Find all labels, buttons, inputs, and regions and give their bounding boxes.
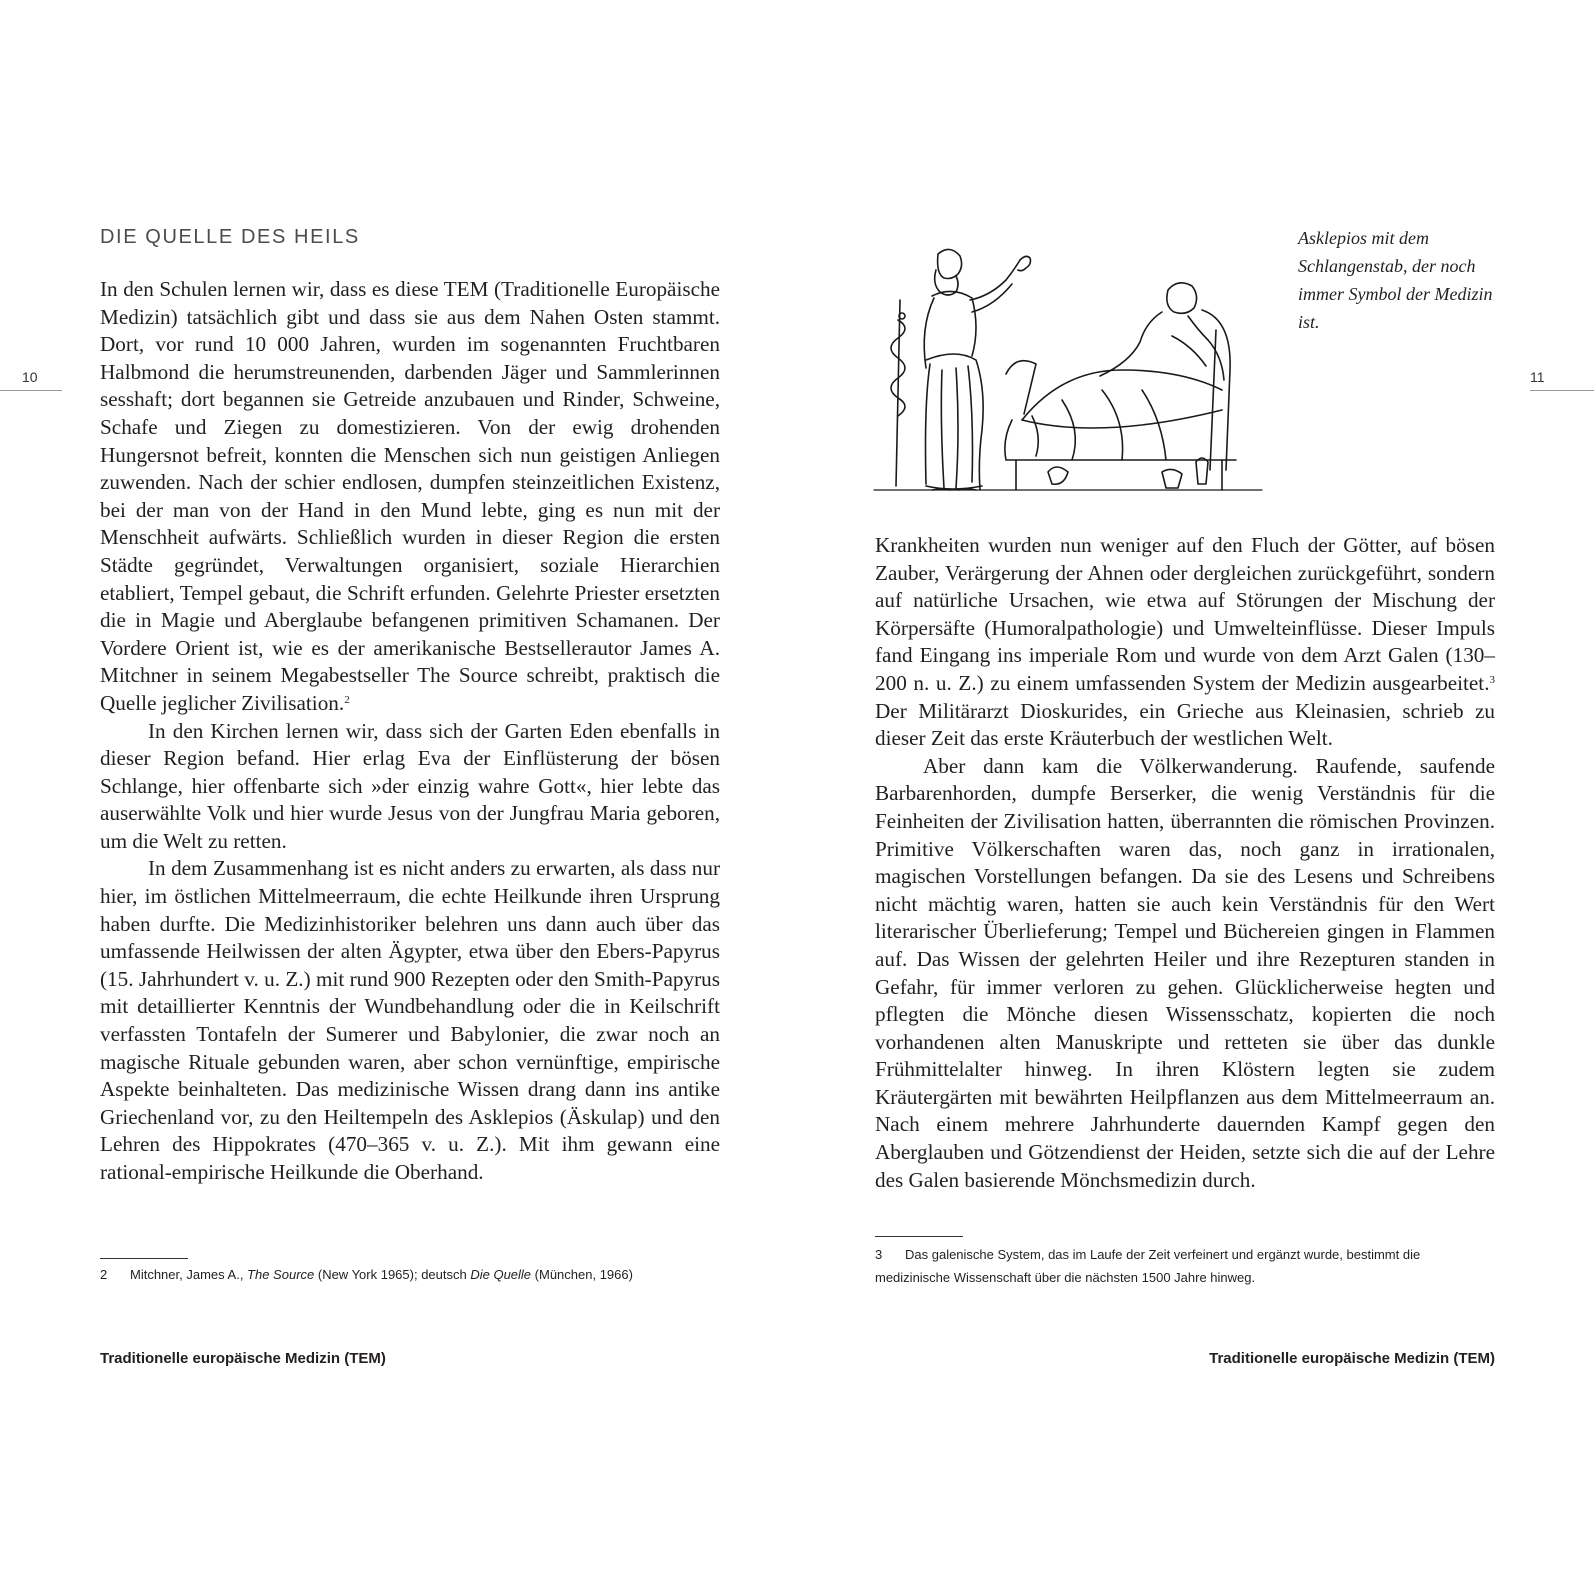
right-column-text [875, 532, 1495, 1194]
footnote-marker[interactable]: 3 [1489, 673, 1495, 686]
footnote-author: Mitchner, James A., [130, 1267, 248, 1282]
footnote-right [875, 1243, 1495, 1289]
page-number-left: 10 [22, 369, 38, 385]
footnote-number: 2 [100, 1267, 108, 1282]
paragraph [875, 532, 1495, 753]
paragraph: Aber dann kam die Völkerwanderung. Raufende, saufende Barbarenhorden, dumpfe Berserker, die wenig Verständnis für die Feinheiten der Zivilisation hatten, überrannten die römischen Provinzen. Primitive Völkerschaften waren das, noch ganz in irrationalen, magischen Vorstellungen befangen. Da sie des Lesens und Schreibens nicht mächtig waren, hatten sie auch kein Verständnis für den Wert literarischer Überlieferung; Tempel und Büchereien gingen in Flammen auf. Das Wissen der gelehrten Heiler und ihre Rezepturen standen in Gefahr, für immer verloren zu gehen. Glücklicherweise hegten und pflegten die Mönche diesen Wissensschatz, kopierten die noch vorhandenen alten Manuskripte und retteten sie über das dunkle Frühmittelalter hinweg. In ihren Klöstern legten sie zudem Kräutergärten mit bewährten Heilpflanzen aus dem Mittelmeerraum an. Nach einem mehrere Jahrhunderte dauernden Kampf gegen den Aberglauben und Götzendienst der Heiden, setzte sich die auf der Lehre des Galen basierende Mönchsmedizin durch. [875, 753, 1495, 1192]
margin-rule-right [1530, 390, 1594, 391]
page-number-right: 11 [1530, 369, 1545, 385]
footnote-text: (München, 1966) [531, 1267, 633, 1282]
footnote-title-de: Die Quelle [470, 1267, 532, 1282]
footnote-rule-right [875, 1236, 963, 1237]
figure-caption: Asklepios mit dem Schlangenstab, der noch immer Symbol der Medizin ist. [1298, 228, 1493, 332]
paragraph: In den Kirchen lernen wir, dass sich der Garten Eden ebenfalls in dieser Region befand. Hier erlag Eva der Einflüsterung der bösen Schlange, hier offenbarte sich »der einzig wahre Gott«, hier lebte das auserwählte Volk und hier wurde Jesus von der Jungfrau Maria geboren, um die Welt zu retten. [100, 718, 720, 853]
paragraph [100, 276, 720, 718]
footnote-rule-left [100, 1258, 188, 1259]
paragraph: In dem Zusammenhang ist es nicht anders zu erwarten, als dass nur hier, im östlichen Mittelmeerraum, die echte Heilkunde ihren Ursprung haben durfte. Die Medizinhistoriker belehren uns dann auch über das umfassende Heilwissen der alten Ägypter, etwa über den Ebers-Papyrus (15. Jahrhundert v. u. Z.) mit rund 900 Rezepten oder den Smith-Papyrus mit detaillierter Kenntnis der Wundbehandlung oder die in Keilschrift verfassten Tontafeln der Sumerer und Babylonier, die zwar noch an magische Rituale gebunden waren, aber schon vernünftige, empirische Aspekte beinhalteten. Das medizinische Wissen drang dann ins antike Griechenland vor, zu den Heiltempeln des Asklepios (Äskulap) und den Lehren des Hippokrates (470–365 v. u. Z.). Mit ihm gewann eine rational-empirische Heilkunde die Oberhand. [100, 856, 720, 1184]
section-title: DIE QUELLE DES HEILS [100, 226, 360, 248]
footnote-text: Das galenische System, das im Laufe der Zeit verfeinert und ergänzt wurde, bestimmt die medizinische Wissenschaft über die nächsten 1500 Jahre hinweg. [875, 1247, 1421, 1285]
footnote-left [100, 1263, 740, 1286]
footnote-title: The Source [247, 1267, 315, 1282]
footnote-marker[interactable]: 2 [344, 693, 350, 706]
footer-right: Traditionelle europäische Medizin (TEM) [1209, 1350, 1495, 1367]
asklepios-illustration [872, 240, 1274, 500]
footnote-number: 3 [875, 1247, 883, 1262]
margin-rule-left [0, 390, 62, 391]
paragraph-text: Krankheiten wurden nun weniger auf den Fluch der Götter, auf bösen Zauber, Verärgerung der Ahnen oder dergleichen zurückgeführt, sondern auf natürliche Ursachen, wie etwa auf Störungen der Mischung der Körpersäfte (Humoralpathologie) und Umwelteinflüsse. Dieser Impuls fand Eingang ins imperiale Rom und wurde von dem Arzt Galen (130–200 n. u. Z.) zu einem umfassenden System der Medizin ausgearbeitet. [875, 533, 1495, 695]
left-column-text [100, 276, 720, 1187]
footnote-text: (New York 1965); deutsch [314, 1267, 471, 1282]
paragraph-text: In den Schulen lernen wir, dass es diese TEM (Traditionelle Europäische Medizin) tatsächlich gibt und dass sie aus dem Nahen Osten stammt. Dort, vor rund 10 000 Jahren, wurden im sogenannten Fruchtbaren Halbmond die herumstreunenden, darbenden Jäger und Sammlerinnen sesshaft; dort begannen sie Getreide anzubauen und Rinder, Schweine, Schafe und Ziegen zu domestizieren. Von der ewig drohenden Hungersnot befreit, konnten die Menschen sich nun geistigen Anliegen zuwenden. Nach der schier endlosen, dumpfen steinzeitlichen Existenz, bei der man von der Hand in den Mund lebte, ging es nun mit der Menschheit aufwärts. Schließlich wurden in dieser Region die ersten Städte gegründet, Verwaltungen organisiert, soziale Hierarchien etabliert, Tempel gebaut, die Schrift erfunden. Gelehrte Priester ersetzten die in Magie und Aberglaube befangenen primitiven Schamanen. Der Vordere Orient ist, wie es der amerikanische Bestsellerautor James A. Mitchner in seinem Megabestseller The Source schreibt, praktisch die Quelle jeglicher Zivilisation. [100, 277, 720, 715]
paragraph-text: Der Militärarzt Dioskurides, ein Grieche aus Kleinasien, schrieb zu dieser Zeit das erste Kräuterbuch der westlichen Welt. [875, 698, 1495, 751]
footer-left: Traditionelle europäische Medizin (TEM) [100, 1350, 386, 1367]
